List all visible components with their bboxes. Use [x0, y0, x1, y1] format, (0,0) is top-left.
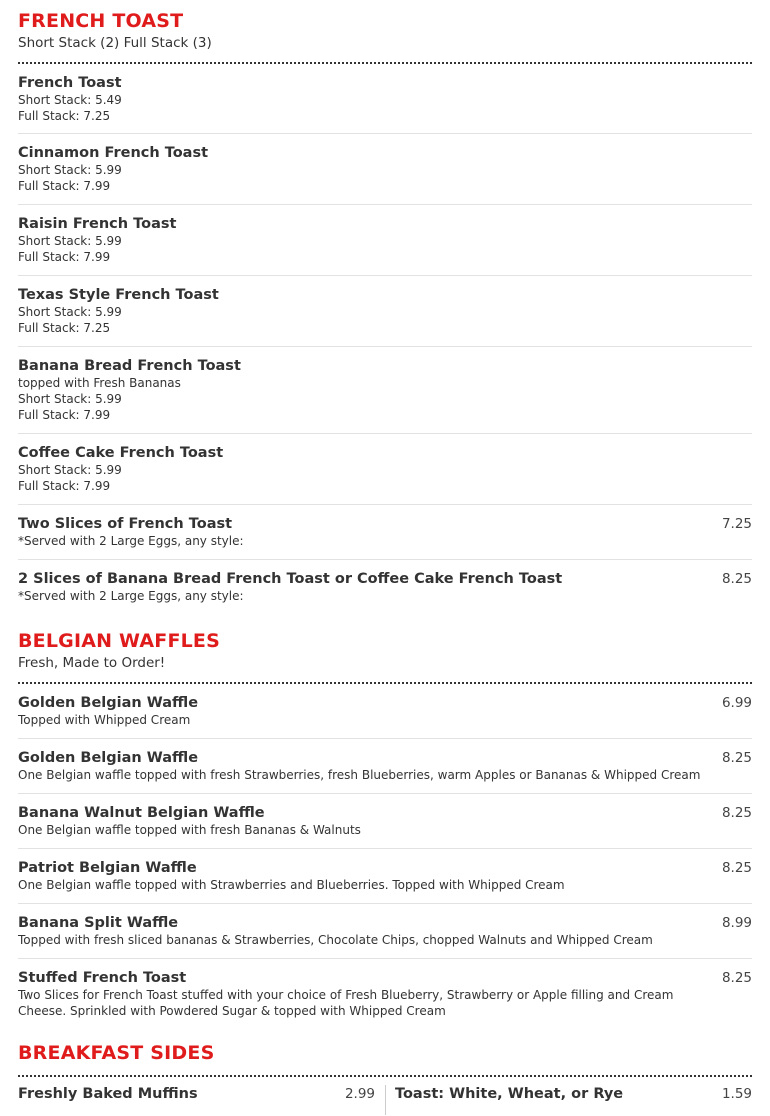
item-name: Texas Style French Toast: [18, 287, 219, 303]
item-price: 8.25: [721, 860, 752, 876]
item-price: 8.99: [721, 915, 752, 931]
section-title: BELGIAN WAFFLES: [18, 630, 220, 652]
item-detail: Topped with Whipped Cream: [18, 713, 191, 727]
item-detail: One Belgian waffle topped with Strawberries and Blueberries. Topped with Whipped Cream: [18, 878, 565, 892]
item-detail: Short Stack: 5.99: [18, 392, 122, 406]
item-detail: Short Stack: 5.49: [18, 93, 122, 107]
side-item: [385, 1085, 752, 1115]
item-detail: One Belgian waffle topped with fresh Bananas & Walnuts: [18, 823, 361, 837]
item-detail: Short Stack: 5.99: [18, 163, 122, 177]
item-detail: Full Stack: 7.99: [18, 479, 111, 493]
item-name: Banana Walnut Belgian Waffle: [18, 805, 265, 821]
section-subtitle: Short Stack (2) Full Stack (3): [18, 35, 212, 51]
item-name: Golden Belgian Waffle: [18, 750, 199, 766]
item-name: Patriot Belgian Waffle: [18, 860, 197, 876]
section-french-toast: [18, 0, 752, 616]
item-name: 2 Slices of Banana Bread French Toast or Coffee Cake French Toast: [18, 571, 563, 587]
menu-item: [18, 276, 752, 347]
menu-item: [18, 959, 752, 1029]
item-price: 8.25: [721, 750, 752, 766]
item-name: Two Slices of French Toast: [18, 516, 233, 532]
item-detail: Short Stack: 5.99: [18, 463, 122, 477]
item-name: Stuffed French Toast: [18, 970, 187, 986]
item-price: 2.99: [344, 1086, 375, 1102]
menu-item: [18, 739, 752, 794]
item-name: Coffee Cake French Toast: [18, 445, 224, 461]
menu-item: [18, 560, 752, 616]
dotted-divider: [18, 1075, 752, 1077]
menu-item: [18, 849, 752, 904]
item-detail: *Served with 2 Large Eggs, any style:: [18, 589, 244, 603]
sides-row: [18, 1085, 752, 1115]
menu-item: [18, 505, 752, 560]
item-price: 7.25: [721, 516, 752, 532]
item-detail: Two Slices for French Toast stuffed with your choice of Fresh Blueberry, Strawberry or Apple filling and Cream: [18, 988, 674, 1002]
item-detail: *Served with 2 Large Eggs, any style:: [18, 534, 244, 548]
side-item: [18, 1085, 385, 1115]
item-detail: Topped with fresh sliced bananas & Strawberries, Chocolate Chips, chopped Walnuts and Whipped Cream: [18, 933, 653, 947]
item-name: Banana Split Waffle: [18, 915, 179, 931]
item-name: Golden Belgian Waffle: [18, 695, 199, 711]
menu-item: [18, 64, 752, 134]
menu-item: [18, 684, 752, 739]
item-name: Freshly Baked Muffins: [18, 1086, 198, 1102]
item-name: French Toast: [18, 75, 122, 91]
section-breakfast-sides: [18, 1029, 752, 1115]
item-detail: Full Stack: 7.99: [18, 250, 111, 264]
menu-item: [18, 904, 752, 959]
item-name: Cinnamon French Toast: [18, 145, 209, 161]
item-name: Toast: White, Wheat, or Rye: [395, 1086, 624, 1102]
menu-item: [18, 134, 752, 205]
item-price: 6.99: [721, 695, 752, 711]
item-detail: topped with Fresh Bananas: [18, 376, 181, 390]
menu-item: [18, 794, 752, 849]
item-price: 8.25: [721, 571, 752, 587]
item-price: 8.25: [721, 970, 752, 986]
item-detail: Short Stack: 5.99: [18, 305, 122, 319]
section-belgian-waffles: [18, 616, 752, 1029]
item-price: 8.25: [721, 805, 752, 821]
item-detail: Full Stack: 7.99: [18, 179, 111, 193]
item-detail: Cheese. Sprinkled with Powdered Sugar & topped with Whipped Cream: [18, 1004, 446, 1018]
item-detail: Full Stack: 7.25: [18, 109, 111, 123]
item-detail: Short Stack: 5.99: [18, 234, 122, 248]
item-detail: Full Stack: 7.25: [18, 321, 111, 335]
section-title: BREAKFAST SIDES: [18, 1042, 215, 1064]
menu-item: [18, 205, 752, 276]
section-subtitle: Fresh, Made to Order!: [18, 655, 166, 671]
item-price: 1.59: [721, 1086, 752, 1102]
item-detail: One Belgian waffle topped with fresh Strawberries, fresh Blueberries, warm Apples or Bananas & Whipped Cream: [18, 768, 701, 782]
menu-item: [18, 434, 752, 505]
menu-item: [18, 347, 752, 434]
section-title: FRENCH TOAST: [18, 10, 184, 32]
item-name: Raisin French Toast: [18, 216, 177, 232]
item-detail: Full Stack: 7.99: [18, 408, 111, 422]
item-name: Banana Bread French Toast: [18, 358, 241, 374]
